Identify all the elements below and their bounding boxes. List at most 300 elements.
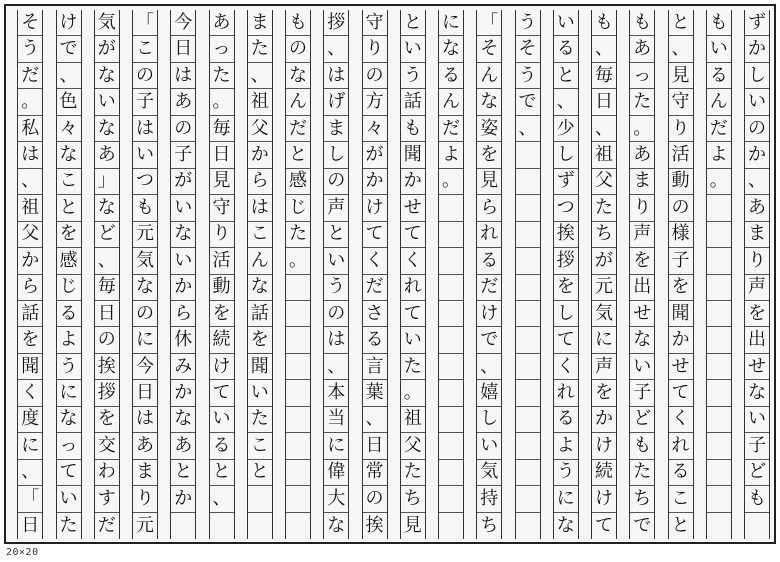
manuscript-cell: か xyxy=(745,36,769,62)
manuscript-cell: な xyxy=(630,327,654,353)
manuscript-cell: り xyxy=(630,195,654,221)
manuscript-cell: 。 xyxy=(286,248,310,274)
manuscript-cell: じ xyxy=(57,275,81,301)
manuscript-cell: 感 xyxy=(57,248,81,274)
manuscript-cell: 活 xyxy=(669,142,693,168)
manuscript-cell: 祖 xyxy=(248,89,272,115)
manuscript-cell: け xyxy=(477,301,501,327)
manuscript-cell: 毎 xyxy=(592,63,616,89)
manuscript-cell: を xyxy=(630,248,654,274)
manuscript-column xyxy=(400,10,426,539)
manuscript-cell: の xyxy=(324,301,348,327)
manuscript-cell: ら xyxy=(477,195,501,221)
manuscript-cell: 聞 xyxy=(401,142,425,168)
manuscript-cell: い xyxy=(745,89,769,115)
manuscript-cell: く xyxy=(401,248,425,274)
manuscript-cell xyxy=(516,142,540,168)
manuscript-sheet xyxy=(4,4,776,544)
manuscript-cell: 見 xyxy=(403,514,422,536)
manuscript-cell: も xyxy=(630,433,654,459)
manuscript-cell: け xyxy=(363,195,387,221)
manuscript-cell: 、 xyxy=(363,407,387,433)
manuscript-cell: つ xyxy=(554,195,578,221)
manuscript-cell: 日 xyxy=(133,380,157,406)
manuscript-cell: か xyxy=(18,248,42,274)
manuscript-cell: こ xyxy=(248,433,272,459)
manuscript-cell: あ xyxy=(630,36,654,62)
manuscript-cell: 葉 xyxy=(363,380,387,406)
manuscript-cell: が xyxy=(171,169,195,195)
manuscript-cell: い xyxy=(401,36,425,62)
manuscript-cell: り xyxy=(669,116,693,142)
manuscript-cell: て xyxy=(595,514,613,536)
manuscript-cell: の xyxy=(669,195,693,221)
manuscript-cell: ん xyxy=(286,89,310,115)
manuscript-cell: 声 xyxy=(592,354,616,380)
manuscript-cell: 話 xyxy=(18,301,42,327)
manuscript-cell: し xyxy=(745,63,769,89)
manuscript-cell: な xyxy=(745,380,769,406)
manuscript-cell: る xyxy=(707,63,731,89)
manuscript-cell: た xyxy=(248,36,272,62)
manuscript-cell: そ xyxy=(477,36,501,62)
manuscript-cell xyxy=(439,433,463,459)
manuscript-cell: す xyxy=(95,486,119,512)
grid-size-label: 20×20 xyxy=(6,547,39,558)
manuscript-cell: せ xyxy=(745,354,769,380)
manuscript-cell: り xyxy=(745,248,769,274)
manuscript-cell: を xyxy=(248,327,272,353)
manuscript-cell: と xyxy=(57,195,81,221)
manuscript-cell xyxy=(439,486,463,512)
manuscript-cell: が xyxy=(95,36,119,62)
manuscript-cell: 、 xyxy=(669,36,693,62)
manuscript-cell: う xyxy=(516,10,540,36)
manuscript-cell: せ xyxy=(669,354,693,380)
manuscript-cell: る xyxy=(477,248,501,274)
manuscript-cell: る xyxy=(439,63,463,89)
manuscript-cell: こ xyxy=(133,36,157,62)
manuscript-cell: ち xyxy=(630,486,654,512)
manuscript-column xyxy=(668,10,694,539)
manuscript-cell: せ xyxy=(401,195,425,221)
manuscript-cell: の xyxy=(745,116,769,142)
manuscript-cell xyxy=(210,513,234,539)
manuscript-cell: の xyxy=(363,486,387,512)
manuscript-cell xyxy=(707,327,731,353)
manuscript-cell: な xyxy=(57,407,81,433)
manuscript-cell: よ xyxy=(57,327,81,353)
manuscript-cell: 日 xyxy=(171,36,195,62)
manuscript-cell xyxy=(707,248,731,274)
manuscript-cell: た xyxy=(210,63,234,89)
manuscript-cell xyxy=(707,354,731,380)
manuscript-cell: に xyxy=(57,380,81,406)
manuscript-cell: に xyxy=(133,327,157,353)
manuscript-cell: 、 xyxy=(324,354,348,380)
manuscript-cell: な xyxy=(286,63,310,89)
manuscript-cell: 子 xyxy=(171,142,195,168)
manuscript-cell xyxy=(171,513,195,539)
manuscript-cell xyxy=(439,380,463,406)
manuscript-cell: い xyxy=(171,195,195,221)
manuscript-cell: を xyxy=(95,407,119,433)
manuscript-cell xyxy=(286,380,310,406)
manuscript-cell: ま xyxy=(324,116,348,142)
manuscript-cell xyxy=(248,486,272,512)
manuscript-cell: か xyxy=(171,486,195,512)
manuscript-column xyxy=(629,10,655,539)
manuscript-cell: く xyxy=(363,248,387,274)
manuscript-cell: ま xyxy=(133,460,157,486)
manuscript-cell: が xyxy=(363,142,387,168)
manuscript-cell: の xyxy=(133,63,157,89)
manuscript-cell: 父 xyxy=(592,169,616,195)
manuscript-cell xyxy=(439,248,463,274)
manuscript-cell: と xyxy=(554,63,578,89)
manuscript-cell: も xyxy=(745,486,769,512)
manuscript-cell: 祖 xyxy=(18,195,42,221)
manuscript-cell: に xyxy=(554,486,578,512)
manuscript-cell xyxy=(516,275,540,301)
manuscript-cell: か xyxy=(669,327,693,353)
manuscript-cell: な xyxy=(133,275,157,301)
manuscript-cell: れ xyxy=(669,433,693,459)
manuscript-cell: 声 xyxy=(745,275,769,301)
manuscript-column xyxy=(515,10,541,539)
manuscript-cell: ど xyxy=(745,460,769,486)
manuscript-cell: と xyxy=(248,460,272,486)
manuscript-cell: り xyxy=(210,222,234,248)
manuscript-cell: 日 xyxy=(363,433,387,459)
manuscript-cell: い xyxy=(248,380,272,406)
manuscript-cell: そ xyxy=(18,10,42,36)
manuscript-cell: け xyxy=(592,486,616,512)
manuscript-cell: て xyxy=(401,301,425,327)
manuscript-cell: う xyxy=(57,354,81,380)
manuscript-cell: ま xyxy=(630,169,654,195)
manuscript-cell: だ xyxy=(97,514,116,536)
manuscript-cell: に xyxy=(592,327,616,353)
manuscript-cell: 見 xyxy=(669,63,693,89)
manuscript-cell: 嬉 xyxy=(477,380,501,406)
manuscript-cell: こ xyxy=(248,222,272,248)
manuscript-cell: け xyxy=(592,433,616,459)
manuscript-cell: を xyxy=(745,301,769,327)
manuscript-cell: 。 xyxy=(18,89,42,115)
manuscript-cell: い xyxy=(133,142,157,168)
manuscript-cell: た xyxy=(248,407,272,433)
manuscript-cell: は xyxy=(324,63,348,89)
manuscript-cell: ん xyxy=(707,89,731,115)
manuscript-cell: こ xyxy=(669,486,693,512)
manuscript-cell: か xyxy=(171,275,195,301)
manuscript-cell xyxy=(516,486,540,512)
manuscript-cell: れ xyxy=(477,222,501,248)
manuscript-cell: く xyxy=(18,380,42,406)
manuscript-cell: そ xyxy=(516,36,540,62)
manuscript-cell: な xyxy=(95,116,119,142)
manuscript-cell xyxy=(516,513,540,539)
manuscript-cell: て xyxy=(401,222,425,248)
manuscript-cell: ら xyxy=(171,301,195,327)
manuscript-cell: 様 xyxy=(669,222,693,248)
manuscript-cell: 動 xyxy=(669,169,693,195)
manuscript-cell xyxy=(286,275,310,301)
manuscript-cell: ん xyxy=(248,248,272,274)
manuscript-cell xyxy=(286,301,310,327)
manuscript-cell: な xyxy=(327,514,346,536)
manuscript-cell: 子 xyxy=(133,89,157,115)
manuscript-cell xyxy=(707,222,731,248)
manuscript-cell: 持 xyxy=(477,486,501,512)
manuscript-cell: 日 xyxy=(21,514,40,536)
manuscript-cell: 挨 xyxy=(554,222,578,248)
manuscript-cell xyxy=(707,407,731,433)
manuscript-cell: く xyxy=(554,354,578,380)
manuscript-cell: あ xyxy=(630,142,654,168)
manuscript-cell: 続 xyxy=(592,460,616,486)
manuscript-cell: の xyxy=(171,116,195,142)
manuscript-cell: な xyxy=(57,142,81,168)
manuscript-cell: た xyxy=(401,460,425,486)
manuscript-cell: る xyxy=(210,433,234,459)
manuscript-cell: な xyxy=(477,89,501,115)
manuscript-cell: い xyxy=(210,407,234,433)
manuscript-cell: と xyxy=(401,10,425,36)
manuscript-cell: を xyxy=(669,275,693,301)
manuscript-cell: 、 xyxy=(95,248,119,274)
manuscript-cell xyxy=(248,513,272,539)
manuscript-cell: て xyxy=(210,380,234,406)
manuscript-cell: な xyxy=(171,407,195,433)
manuscript-cell: 、 xyxy=(745,169,769,195)
manuscript-cell: 交 xyxy=(95,433,119,459)
manuscript-cell: 大 xyxy=(324,486,348,512)
manuscript-cell: つ xyxy=(133,169,157,195)
manuscript-cell: 感 xyxy=(286,169,310,195)
manuscript-cell: 本 xyxy=(324,380,348,406)
manuscript-cell xyxy=(286,327,310,353)
manuscript-cell: 気 xyxy=(95,10,119,36)
manuscript-cell: 聞 xyxy=(18,354,42,380)
manuscript-cell: な xyxy=(248,275,272,301)
manuscript-cell: あ xyxy=(745,195,769,221)
manuscript-column xyxy=(476,10,502,539)
manuscript-cell: れ xyxy=(401,275,425,301)
manuscript-cell: た xyxy=(401,354,425,380)
manuscript-cell: ん xyxy=(439,89,463,115)
manuscript-cell: 」 xyxy=(95,169,119,195)
manuscript-cell: も xyxy=(133,195,157,221)
manuscript-column xyxy=(170,10,196,539)
manuscript-cell: あ xyxy=(210,10,234,36)
manuscript-cell: か xyxy=(171,380,195,406)
manuscript-cell: よ xyxy=(707,142,731,168)
manuscript-cell: た xyxy=(630,460,654,486)
manuscript-cell: 元 xyxy=(592,275,616,301)
manuscript-cell xyxy=(516,301,540,327)
manuscript-cell xyxy=(439,513,463,539)
manuscript-cell xyxy=(707,301,731,327)
manuscript-column xyxy=(132,10,158,539)
manuscript-cell xyxy=(516,222,540,248)
manuscript-cell: い xyxy=(745,407,769,433)
manuscript-cell xyxy=(707,460,731,486)
manuscript-cell: れ xyxy=(554,380,578,406)
manuscript-cell xyxy=(516,354,540,380)
manuscript-cell: し xyxy=(554,301,578,327)
manuscript-column xyxy=(438,10,464,539)
manuscript-cell: 「 xyxy=(477,10,501,36)
manuscript-cell: に xyxy=(18,433,42,459)
manuscript-cell: け xyxy=(210,354,234,380)
manuscript-cell: 話 xyxy=(401,89,425,115)
manuscript-cell: 声 xyxy=(630,222,654,248)
manuscript-cell: 見 xyxy=(210,169,234,195)
manuscript-cell: 偉 xyxy=(324,460,348,486)
manuscript-cell: い xyxy=(477,433,501,459)
manuscript-cell: の xyxy=(95,327,119,353)
manuscript-cell xyxy=(286,354,310,380)
manuscript-cell: を xyxy=(592,380,616,406)
manuscript-cell: だ xyxy=(439,116,463,142)
manuscript-column xyxy=(94,10,120,539)
manuscript-cell: け xyxy=(57,10,81,36)
manuscript-cell: 話 xyxy=(248,301,272,327)
manuscript-cell: も xyxy=(401,116,425,142)
manuscript-cell xyxy=(439,301,463,327)
manuscript-cell: だ xyxy=(363,275,387,301)
manuscript-cell: 見 xyxy=(477,169,501,195)
manuscript-cell: る xyxy=(554,407,578,433)
manuscript-cell: う xyxy=(18,36,42,62)
manuscript-cell xyxy=(286,460,310,486)
manuscript-cell: 、 xyxy=(57,63,81,89)
manuscript-cell: の xyxy=(286,36,310,62)
manuscript-cell: ら xyxy=(18,275,42,301)
manuscript-cell: 守 xyxy=(363,10,387,36)
manuscript-cell: 々 xyxy=(363,116,387,142)
manuscript-cell: か xyxy=(363,169,387,195)
manuscript-cell: よ xyxy=(554,433,578,459)
manuscript-cell: を xyxy=(554,275,578,301)
manuscript-cell xyxy=(707,275,731,301)
manuscript-cell: な xyxy=(95,63,119,89)
manuscript-cell xyxy=(516,195,540,221)
manuscript-cell xyxy=(516,248,540,274)
manuscript-cell xyxy=(516,169,540,195)
manuscript-cell: 子 xyxy=(669,248,693,274)
manuscript-cell: 声 xyxy=(324,195,348,221)
manuscript-cell: あ xyxy=(95,142,119,168)
manuscript-cell: 守 xyxy=(669,89,693,115)
manuscript-cell: 休 xyxy=(171,327,195,353)
manuscript-cell: 今 xyxy=(171,10,195,36)
manuscript-cell: で xyxy=(477,327,501,353)
manuscript-cell: は xyxy=(18,142,42,168)
manuscript-cell: 、 xyxy=(18,460,42,486)
manuscript-cell: っ xyxy=(630,63,654,89)
manuscript-cell xyxy=(745,513,769,539)
manuscript-cell: よ xyxy=(439,142,463,168)
manuscript-cell: 日 xyxy=(210,142,234,168)
manuscript-cell: 、 xyxy=(592,116,616,142)
manuscript-cell: 。 xyxy=(439,169,463,195)
manuscript-cell: 、 xyxy=(248,63,272,89)
manuscript-cell xyxy=(707,513,731,539)
manuscript-cell: さ xyxy=(363,301,387,327)
manuscript-cell: じ xyxy=(286,195,310,221)
manuscript-cell: て xyxy=(669,380,693,406)
manuscript-cell: で xyxy=(633,514,652,536)
manuscript-cell: 、 xyxy=(477,354,501,380)
manuscript-column xyxy=(591,10,617,539)
manuscript-cell xyxy=(439,195,463,221)
manuscript-cell: 度 xyxy=(18,407,42,433)
manuscript-cell: は xyxy=(248,195,272,221)
manuscript-cell: 日 xyxy=(592,89,616,115)
manuscript-cell: 挨 xyxy=(95,354,119,380)
manuscript-cell: に xyxy=(439,10,463,36)
manuscript-cell: 、 xyxy=(592,36,616,62)
manuscript-cell: 子 xyxy=(630,380,654,406)
manuscript-cell: 気 xyxy=(592,301,616,327)
manuscript-cell: 。 xyxy=(401,380,425,406)
manuscript-cell: 動 xyxy=(210,275,234,301)
manuscript-cell: の xyxy=(324,169,348,195)
manuscript-cell: 私 xyxy=(18,116,42,142)
manuscript-cell: が xyxy=(592,248,616,274)
manuscript-cell: る xyxy=(554,36,578,62)
manuscript-cell: た xyxy=(592,195,616,221)
manuscript-cell: も xyxy=(630,10,654,36)
manuscript-column xyxy=(323,10,349,539)
manuscript-cell: 。 xyxy=(210,89,234,115)
manuscript-cell: も xyxy=(707,10,731,36)
manuscript-cell: 常 xyxy=(363,460,387,486)
manuscript-cell: て xyxy=(57,460,81,486)
manuscript-column xyxy=(285,10,311,539)
manuscript-cell: 。 xyxy=(707,169,731,195)
manuscript-cell: ら xyxy=(248,169,272,195)
manuscript-cell: せ xyxy=(630,301,654,327)
manuscript-column xyxy=(553,10,579,539)
manuscript-cell: 拶 xyxy=(554,248,578,274)
manuscript-cell: う xyxy=(554,460,578,486)
manuscript-cell: 今 xyxy=(133,354,157,380)
manuscript-cell: い xyxy=(630,354,654,380)
manuscript-cell: を xyxy=(210,301,234,327)
manuscript-cell xyxy=(286,486,310,512)
manuscript-cell: 「 xyxy=(133,10,157,36)
manuscript-cell: 「 xyxy=(18,486,42,512)
manuscript-cell: ち xyxy=(401,486,425,512)
manuscript-cell: と xyxy=(210,460,234,486)
manuscript-cell: ま xyxy=(745,222,769,248)
manuscript-cell: た xyxy=(59,514,78,536)
manuscript-cell: 元 xyxy=(136,514,154,536)
manuscript-cell: か xyxy=(592,407,616,433)
manuscript-cell: も xyxy=(592,10,616,36)
manuscript-cell xyxy=(707,380,731,406)
manuscript-cell: る xyxy=(669,460,693,486)
manuscript-column xyxy=(17,10,43,539)
manuscript-cell: 色 xyxy=(57,89,81,115)
manuscript-column xyxy=(744,10,770,539)
manuscript-cell: り xyxy=(363,36,387,62)
manuscript-cell: 方 xyxy=(363,89,387,115)
